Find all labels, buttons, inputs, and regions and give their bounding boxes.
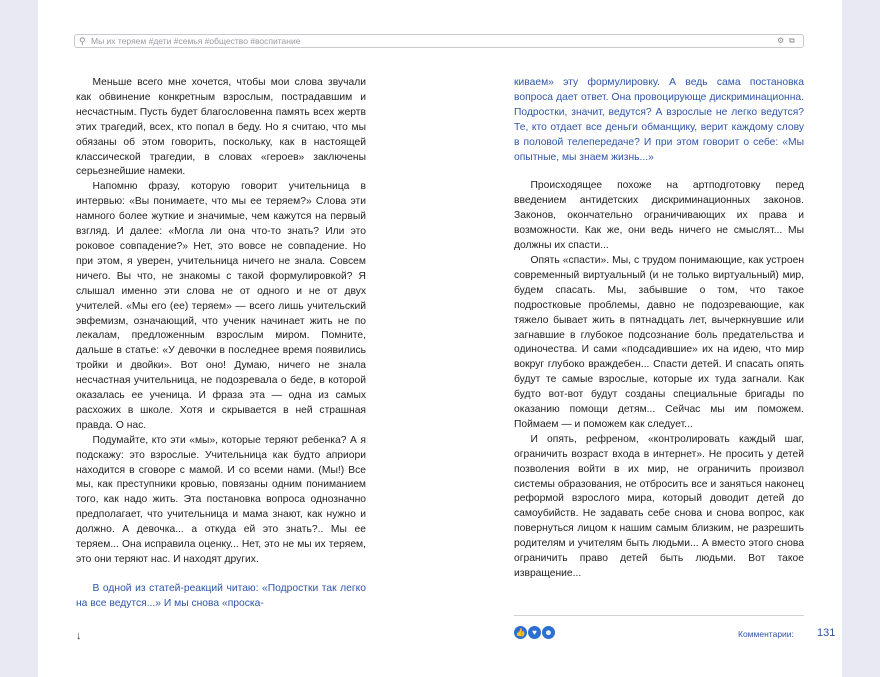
comments-link[interactable]: Комментарии: xyxy=(738,629,794,639)
reactions-bar[interactable] xyxy=(514,626,555,639)
quote-paragraph: В одной из статей-реакций читаю: «Подростки так легко на все ведутся...» И мы снова «проска- xyxy=(76,582,366,609)
page-number: 131 xyxy=(817,627,836,639)
settings-icon[interactable]: ⚙ xyxy=(777,36,785,45)
magazine-page xyxy=(38,0,842,677)
paragraph: Напомню фразу, которую говорит учительница в интервью: «Вы понимаете, что мы ее теряем?» Слова эти намного более жуткие и значимые, чем кажутся на первый взгляд. И далее: «Могла ли она что-то знать? Или это роковое совпадение?» Нет, это вовсе не совпадение. Но при этом, я уверен, учительница ничего не знала. Совсем ничего. Вы что, не знакомы с такой формулировкой? Я слышал именно эти слова не от одного и не от двух учителей. «Мы его (ее) теряем» — всего лишь учительский эвфемизм, означающий, что ученик начинает жить не по лекалам, предложенным взрослым миром. Помните, дальше в статье: «У девочки в последнее время появились тройки и двойки». Вот оно! Думаю, ничего не знала несчастная учительница, не подозревала о беде, в которой оказалась ее ученица. И фраза эта — одна из самых расхожих в школе. Хотя и скрывается в ней страшная правда. О нас. xyxy=(76,181,366,431)
open-external-icon[interactable]: ⧉ xyxy=(789,36,795,45)
paragraph: Меньше всего мне хочется, чтобы мои слова звучали как обвинение конкретным взрослым, пострадавшим и несчастным. Пусть будет благословенна память всех жертв этих трагедий, всех, кто попал в беду. Но я считаю, что мы обязаны об этом говорить, поскольку, как в настоящей классической трагедии, в словах «героев» заключены серьезнейшие намеки. xyxy=(76,77,366,178)
heart-icon[interactable]: ♥ xyxy=(528,626,541,639)
search-bar[interactable] xyxy=(74,34,804,48)
quote-continuation: киваем» эту формулировку. А ведь сама постановка вопроса дает ответ. Она провоцирующе дискриминационна. Подростки, значит, ведутся? А взрослые не легко ведутся? Те, кто отдает все деньги обманщику, верит каждому слову в половой телепередаче? И при этом говорит о себе: «Мы опытные, мы знаем жизнь...» xyxy=(514,77,804,163)
search-icon: ⚲ xyxy=(79,36,86,46)
arrow-down-icon[interactable]: ↓ xyxy=(76,630,82,642)
paragraph: Происходящее похоже на артподготовку перед введением антидетских дискриминационных законов. Законов, окончательно ограничивающих их права и возможности. Как же, они ведь ничего не смыслят... Мы должны их спасти... xyxy=(514,180,804,252)
paragraph: Опять «спасти». Мы, с трудом понимающие, как устроен современный виртуальный (и не только виртуальный) мир, будем спасать. Мы, забывшие о том, что такое подростковые проблемы, давно не подозревающие, как тяжело бывает жить в пятнадцать лет, вычеркнувшие или загнавшие в глубокое подсознание боль предательства и одиночества. И сами «подсадившие» их на идею, что мир вокруг глубоко враждебен... Спасти детей. И спасать опять будут те самые взрослые, которые их туда загнали. Как будто вот-вот будут созданы специальные бригады по оказанию помощи детям... Сейчас мы им поможем. Поймаем — и поможем как следует... xyxy=(514,254,804,430)
laugh-icon[interactable]: ☻ xyxy=(542,626,555,639)
paragraph: И опять, рефреном, «контролировать каждый шаг, ограничить возраст входа в интернет». Не просить у детей позволения войти в их мир, не ограничить произвол системы образования, не отбросить все и заняться наконец реформой взрослого мира, который доводит детей до самоубийств. Не задавать себе снова и снова вопрос, как повернуться лицом к нашим самым близким, не разрешить родителям и учителям быть людьми... А вместо этого снова ограничить право детей быть людьми. Вот такое извращение... xyxy=(514,433,804,579)
like-icon[interactable]: 👍 xyxy=(515,628,526,637)
paragraph: Подумайте, кто эти «мы», которые теряют ребенка? А я подскажу: это взрослые. Учительница как будто априори находится в сговоре с мамой. И со всеми нами. (Мы!) Все мы, как преступники кровью, повязаны одним пониманием того, как надо жить. Эта постановка вопроса однозначно предполагает, что учительница и мама знают, как нужно и должно. А девочка... а откуда ей это знать?.. Мы ее теряем... Она исправила оценку... Нет, это не мы их теряем, это они теряют нас. И находят других. xyxy=(76,434,366,565)
left-column xyxy=(76,76,366,612)
search-input[interactable]: Мы их теряем #дети #семья #общество #воспитание xyxy=(91,36,301,46)
divider xyxy=(514,615,804,616)
right-column xyxy=(514,76,804,582)
